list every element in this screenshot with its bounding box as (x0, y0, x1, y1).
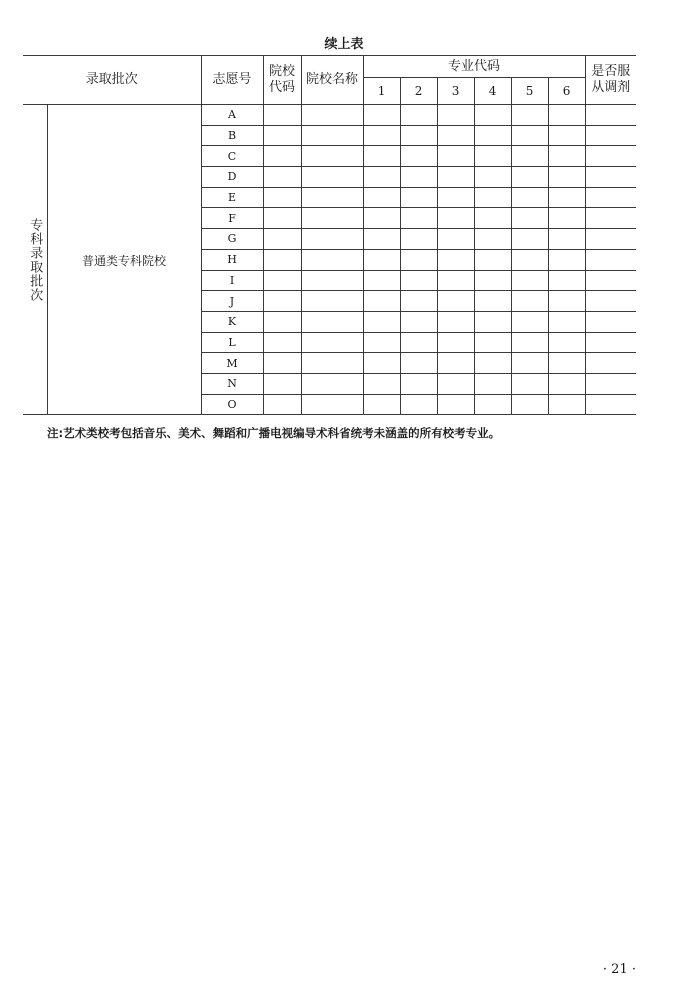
major-code-cell[interactable] (474, 125, 511, 146)
choice-letter: H (201, 249, 263, 270)
header-adjust (585, 56, 636, 105)
adjust-cell[interactable] (585, 332, 636, 353)
major-col-header: 6 (548, 78, 585, 105)
major-code-cell[interactable] (400, 208, 437, 229)
page-title: 续上表 (324, 37, 364, 52)
major-code-cell[interactable] (437, 187, 474, 208)
major-code-cell[interactable] (400, 167, 437, 188)
major-code-cell[interactable] (400, 105, 437, 126)
form-body (23, 105, 636, 415)
major-code-cell[interactable] (363, 291, 400, 312)
header-school-name: 院校名称 (301, 56, 363, 105)
adjust-cell[interactable] (585, 187, 636, 208)
major-code-cell[interactable] (437, 167, 474, 188)
major-code-cell[interactable] (548, 229, 585, 250)
major-col-header: 2 (400, 78, 437, 105)
header-school-code-line2: 代码 (269, 80, 296, 95)
major-code-cell[interactable] (548, 394, 585, 415)
major-code-cell[interactable] (437, 353, 474, 374)
school-name-cell[interactable] (301, 125, 363, 146)
major-code-cell[interactable] (400, 291, 437, 312)
major-code-cell[interactable] (548, 332, 585, 353)
major-code-cell[interactable] (548, 311, 585, 332)
adjust-cell[interactable] (585, 125, 636, 146)
major-col-header: 3 (437, 78, 474, 105)
major-code-cell[interactable] (437, 249, 474, 270)
major-code-cell[interactable] (474, 311, 511, 332)
choice-letter: O (201, 394, 263, 415)
major-code-cell[interactable] (400, 229, 437, 250)
major-code-cell[interactable] (437, 270, 474, 291)
adjust-cell[interactable] (585, 146, 636, 167)
major-code-cell[interactable] (363, 146, 400, 167)
major-code-cell[interactable] (400, 353, 437, 374)
major-code-cell[interactable] (474, 187, 511, 208)
choice-letter: J (201, 291, 263, 312)
major-code-cell[interactable] (548, 167, 585, 188)
school-name-cell[interactable] (301, 105, 363, 126)
school-code-cell[interactable] (263, 332, 301, 353)
choice-letter: E (201, 187, 263, 208)
choice-letter: N (201, 373, 263, 394)
school-code-cell[interactable] (263, 270, 301, 291)
major-code-cell[interactable] (511, 125, 548, 146)
major-code-cell[interactable] (511, 311, 548, 332)
major-code-cell[interactable] (363, 332, 400, 353)
school-code-cell[interactable] (263, 291, 301, 312)
major-code-cell[interactable] (474, 353, 511, 374)
header-batch: 录取批次 (23, 56, 201, 105)
major-code-cell[interactable] (437, 229, 474, 250)
batch-name: 专科录取批次 (27, 217, 43, 302)
major-code-cell[interactable] (511, 394, 548, 415)
school-name-cell[interactable] (301, 373, 363, 394)
major-code-cell[interactable] (548, 249, 585, 270)
major-col-header: 1 (363, 78, 400, 105)
major-code-cell[interactable] (437, 373, 474, 394)
footnote: 注:艺术类校考包括音乐、美术、舞蹈和广播电视编导术科省统考未涵盖的所有校考专业。 (47, 426, 501, 440)
category-name: 普通类专科院校 (82, 254, 167, 269)
adjust-cell[interactable] (585, 270, 636, 291)
major-code-cell[interactable] (548, 353, 585, 374)
major-code-cell[interactable] (363, 249, 400, 270)
header-school-code-line1: 院校 (269, 64, 296, 79)
major-code-cell[interactable] (511, 249, 548, 270)
major-code-cell[interactable] (400, 249, 437, 270)
major-code-cell[interactable] (363, 105, 400, 126)
major-code-cell[interactable] (511, 291, 548, 312)
major-code-cell[interactable] (474, 394, 511, 415)
major-code-cell[interactable] (363, 187, 400, 208)
major-code-cell[interactable] (548, 187, 585, 208)
major-code-cell[interactable] (363, 229, 400, 250)
major-code-cell[interactable] (511, 270, 548, 291)
choice-letter: I (201, 270, 263, 291)
major-code-cell[interactable] (400, 311, 437, 332)
major-code-cell[interactable] (474, 208, 511, 229)
school-code-cell[interactable] (263, 105, 301, 126)
adjust-cell[interactable] (585, 229, 636, 250)
major-code-cell[interactable] (474, 373, 511, 394)
school-code-cell[interactable] (263, 353, 301, 374)
major-code-cell[interactable] (548, 373, 585, 394)
header-school-code (263, 56, 301, 105)
header-adjust-line2: 从调剂 (591, 80, 631, 95)
major-code-cell[interactable] (400, 125, 437, 146)
adjust-cell[interactable] (585, 249, 636, 270)
major-code-cell[interactable] (363, 373, 400, 394)
adjust-cell[interactable] (585, 394, 636, 415)
school-code-cell[interactable] (263, 125, 301, 146)
choice-letter: M (201, 353, 263, 374)
school-code-cell[interactable] (263, 373, 301, 394)
school-code-cell[interactable] (263, 311, 301, 332)
school-code-cell[interactable] (263, 208, 301, 229)
choice-letter: F (201, 208, 263, 229)
major-code-cell[interactable] (474, 229, 511, 250)
adjust-cell[interactable] (585, 167, 636, 188)
school-name-cell[interactable] (301, 353, 363, 374)
major-code-cell[interactable] (437, 105, 474, 126)
major-col-header: 5 (511, 78, 548, 105)
volunteer-form-table (23, 55, 636, 415)
major-code-cell[interactable] (400, 270, 437, 291)
school-code-cell[interactable] (263, 187, 301, 208)
school-name-cell[interactable] (301, 187, 363, 208)
major-code-cell[interactable] (548, 270, 585, 291)
major-code-cell[interactable] (474, 146, 511, 167)
major-code-cell[interactable] (400, 332, 437, 353)
school-name-cell[interactable] (301, 229, 363, 250)
major-code-cell[interactable] (548, 146, 585, 167)
choice-row (23, 105, 636, 126)
school-name-cell[interactable] (301, 291, 363, 312)
category-cell (47, 105, 201, 415)
school-code-cell[interactable] (263, 249, 301, 270)
major-code-cell[interactable] (363, 125, 400, 146)
major-code-cell[interactable] (400, 394, 437, 415)
major-code-cell[interactable] (474, 105, 511, 126)
school-name-cell[interactable] (301, 394, 363, 415)
major-code-cell[interactable] (363, 394, 400, 415)
school-code-cell[interactable] (263, 229, 301, 250)
choice-letter: B (201, 125, 263, 146)
major-code-cell[interactable] (474, 249, 511, 270)
major-code-cell[interactable] (511, 167, 548, 188)
choice-letter: G (201, 229, 263, 250)
major-code-cell[interactable] (548, 208, 585, 229)
major-code-cell[interactable] (511, 105, 548, 126)
adjust-cell[interactable] (585, 311, 636, 332)
batch-cell (23, 105, 47, 415)
choice-letter: C (201, 146, 263, 167)
header-choice-no: 志愿号 (201, 56, 263, 105)
major-code-cell[interactable] (437, 311, 474, 332)
school-code-cell[interactable] (263, 146, 301, 167)
major-code-cell[interactable] (437, 332, 474, 353)
major-code-cell[interactable] (474, 291, 511, 312)
major-code-cell[interactable] (400, 373, 437, 394)
major-code-cell[interactable] (474, 167, 511, 188)
choice-letter: A (201, 105, 263, 126)
adjust-cell[interactable] (585, 208, 636, 229)
choice-letter: K (201, 311, 263, 332)
major-code-cell[interactable] (363, 353, 400, 374)
header-major-code: 专业代码 (363, 56, 585, 78)
major-code-cell[interactable] (548, 125, 585, 146)
major-code-cell[interactable] (511, 146, 548, 167)
major-code-cell[interactable] (363, 208, 400, 229)
major-code-cell[interactable] (437, 125, 474, 146)
major-code-cell[interactable] (511, 229, 548, 250)
major-code-cell[interactable] (474, 270, 511, 291)
major-code-cell[interactable] (548, 291, 585, 312)
school-name-cell[interactable] (301, 146, 363, 167)
major-code-cell[interactable] (474, 332, 511, 353)
major-code-cell[interactable] (511, 353, 548, 374)
major-code-cell[interactable] (511, 187, 548, 208)
school-name-cell[interactable] (301, 249, 363, 270)
major-code-cell[interactable] (437, 146, 474, 167)
major-code-cell[interactable] (511, 373, 548, 394)
school-name-cell[interactable] (301, 167, 363, 188)
school-code-cell[interactable] (263, 167, 301, 188)
adjust-cell[interactable] (585, 353, 636, 374)
adjust-cell[interactable] (585, 105, 636, 126)
adjust-cell[interactable] (585, 291, 636, 312)
school-code-cell[interactable] (263, 394, 301, 415)
major-col-header: 4 (474, 78, 511, 105)
major-code-cell[interactable] (548, 105, 585, 126)
major-code-cell[interactable] (400, 146, 437, 167)
school-name-cell[interactable] (301, 270, 363, 291)
major-code-cell[interactable] (437, 291, 474, 312)
major-code-cell[interactable] (363, 167, 400, 188)
major-code-cell[interactable] (511, 332, 548, 353)
choice-letter: L (201, 332, 263, 353)
major-code-cell[interactable] (363, 311, 400, 332)
choice-letter: D (201, 167, 263, 188)
major-code-cell[interactable] (437, 208, 474, 229)
major-code-cell[interactable] (511, 208, 548, 229)
major-code-cell[interactable] (363, 270, 400, 291)
page-number: · 21 · (602, 962, 636, 977)
school-name-cell[interactable] (301, 311, 363, 332)
school-name-cell[interactable] (301, 208, 363, 229)
header-adjust-line1: 是否服 (591, 64, 631, 79)
adjust-cell[interactable] (585, 373, 636, 394)
major-code-cell[interactable] (437, 394, 474, 415)
school-name-cell[interactable] (301, 332, 363, 353)
major-code-cell[interactable] (400, 187, 437, 208)
